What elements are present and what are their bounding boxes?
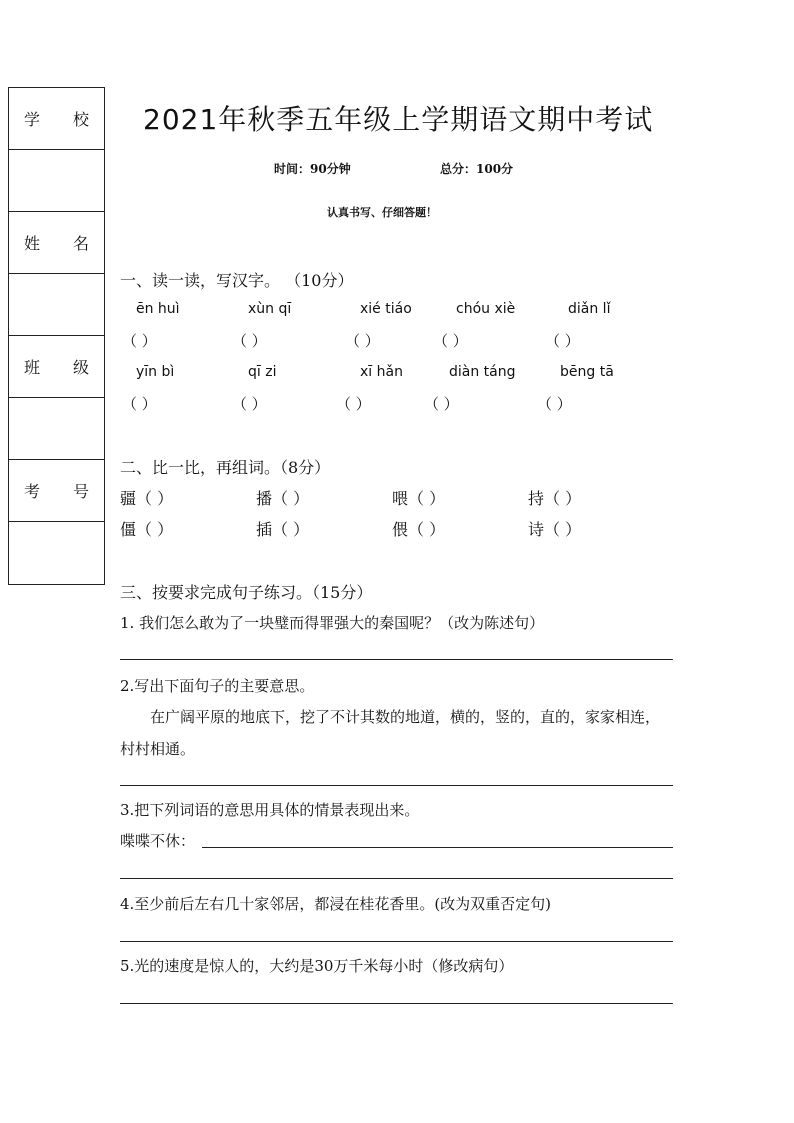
name-field[interactable] [9, 274, 104, 336]
question-4: 4.至少前后左右几十家邻居，都浸在桂花香里。(改为双重否定句) [120, 895, 552, 913]
exam-number-label: 考 号 [9, 460, 104, 522]
pinyin-item: ēn huì [136, 301, 180, 317]
word-pair-item[interactable]: 僵（ ） [120, 520, 174, 539]
answer-line[interactable] [120, 1003, 673, 1004]
word-pair-item[interactable]: 诗（ ） [528, 520, 582, 539]
answer-line[interactable] [120, 878, 673, 879]
answer-blank[interactable]: （ ） [122, 395, 157, 413]
answer-blank[interactable]: （ ） [336, 395, 371, 413]
answer-line[interactable] [120, 659, 673, 660]
answer-blank[interactable]: （ ） [424, 395, 459, 413]
word-pair-item[interactable]: 插（ ） [256, 520, 310, 539]
answer-blank[interactable]: （ ） [537, 395, 572, 413]
student-info-table [8, 87, 105, 585]
word-pair-item[interactable]: 疆（ ） [120, 489, 174, 508]
name-label: 姓 名 [9, 212, 104, 274]
school-field[interactable] [9, 150, 104, 212]
exam-title: 2021年秋季五年级上学期语文期中考试 [143, 103, 654, 136]
pinyin-item: xùn qī [248, 301, 292, 317]
answer-line[interactable] [120, 941, 673, 942]
answer-blank[interactable]: （ ） [433, 332, 468, 350]
question-5: 5.光的速度是惊人的，大约是30万千米每小时（修改病句） [120, 957, 514, 975]
answer-line[interactable] [120, 785, 673, 786]
pinyin-item: bēng tā [560, 364, 614, 380]
pinyin-item: xié tiáo [360, 301, 412, 317]
answer-blank[interactable]: （ ） [232, 395, 267, 413]
question-3-word: 喋喋不休： [120, 832, 196, 850]
question-3: 3.把下列词语的意思用具体的情景表现出来。 [120, 801, 420, 819]
answer-blank[interactable]: （ ） [345, 332, 380, 350]
section-2-heading: 二、比一比，再组词。（8分） [120, 458, 331, 477]
answer-blank[interactable]: （ ） [545, 332, 580, 350]
pinyin-item: chóu xiè [456, 301, 516, 317]
pinyin-item: xī hǎn [360, 364, 403, 380]
answer-blank[interactable]: （ ） [122, 332, 157, 350]
pinyin-item: diàn táng [449, 364, 516, 380]
answer-blank[interactable]: （ ） [232, 332, 267, 350]
answer-line[interactable] [202, 847, 673, 848]
motto: 认真书写、仔细答题！ [327, 206, 437, 219]
word-pair-item[interactable]: 播（ ） [256, 489, 310, 508]
pinyin-item: yīn bì [136, 364, 175, 380]
section-3-heading: 三、按要求完成句子练习。（15分） [120, 583, 373, 602]
school-label: 学 校 [9, 88, 104, 150]
total-score: 总分：100分 [440, 162, 514, 176]
pinyin-item: qī zi [248, 364, 277, 380]
word-pair-item[interactable]: 偎（ ） [392, 520, 446, 539]
class-label: 班 级 [9, 336, 104, 398]
time-limit: 时间：90分钟 [274, 162, 351, 176]
question-2-passage-end: 村村相通。 [120, 740, 196, 758]
class-field[interactable] [9, 398, 104, 460]
question-2: 2.写出下面句子的主要意思。 [120, 677, 315, 695]
question-2-passage: 在广阔平原的地底下，挖了不计其数的地道，横的，竖的，直的，家家相连， [150, 708, 661, 726]
pinyin-item: diǎn lǐ [568, 301, 611, 317]
exam-number-field[interactable] [9, 522, 104, 584]
section-1-heading: 一、读一读，写汉字。 （10分） [120, 271, 354, 290]
word-pair-item[interactable]: 持（ ） [528, 489, 582, 508]
word-pair-item[interactable]: 喂（ ） [392, 489, 446, 508]
question-1: 1. 我们怎么敢为了一块璧而得罪强大的秦国呢？（改为陈述句） [120, 614, 545, 632]
